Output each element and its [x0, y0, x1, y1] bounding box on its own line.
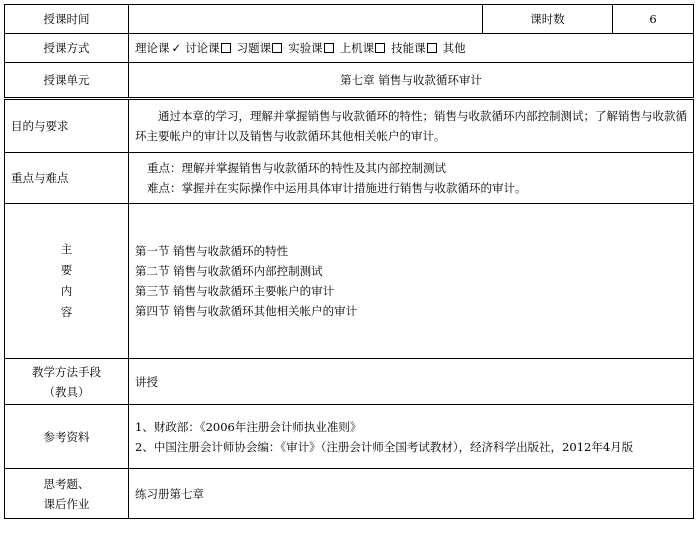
option-lab: 实验课 — [288, 41, 340, 55]
option-skill: 技能课 — [391, 41, 443, 55]
unit-label: 授课单元 — [5, 63, 129, 99]
row-class-time — [5, 5, 694, 34]
row-main-content — [5, 204, 694, 359]
methods-label: 教学方法手段 （教具） — [5, 359, 129, 405]
class-time-label: 授课时间 — [5, 5, 129, 34]
main-content-list — [129, 204, 694, 359]
row-key-points — [5, 153, 694, 204]
checkbox-icon — [427, 43, 437, 53]
option-computer: 上机课 — [340, 41, 392, 55]
checkbox-icon — [324, 43, 334, 53]
checkbox-icon — [221, 43, 231, 53]
key-points-label: 重点与难点 — [5, 153, 129, 204]
option-theory: 理论课 ✓ — [135, 41, 182, 55]
option-other: 其他 — [442, 41, 466, 55]
option-exercise: 习题课 — [237, 41, 289, 55]
section-item: 第四节 销售与收款循环其他相关帐户的审计 — [135, 304, 358, 318]
goals-text: 通过本章的学习，理解并掌握销售与收款循环的特性；销售与收款循环内部控制测试；了解销售与收款循环主要帐户的审计以及销售与收款循环其他相关帐户的审计。 — [129, 99, 694, 153]
key-points-content — [129, 153, 694, 204]
section-item: 第三节 销售与收款循环主要帐户的审计 — [135, 284, 335, 298]
goals-label: 目的与要求 — [5, 99, 129, 153]
section-item: 第一节 销售与收款循环的特性 — [135, 244, 289, 258]
hours-value: 6 — [613, 5, 694, 34]
references-list — [129, 405, 694, 469]
class-time-value — [129, 5, 483, 34]
methods-value: 讲授 — [129, 359, 694, 405]
teaching-mode-options — [129, 34, 694, 63]
checkbox-icon — [272, 43, 282, 53]
unit-value: 第七章 销售与收款循环审计 — [129, 63, 694, 99]
teaching-mode-label: 授课方式 — [5, 34, 129, 63]
row-methods — [5, 359, 694, 405]
reference-item: 1、财政部：《2006年注册会计师执业准则》 — [135, 419, 362, 434]
reference-item: 2、中国注册会计师协会编：《审计》（注册会计师全国考试教材），经济科学出版社，2012年4月版 — [135, 439, 634, 454]
row-references — [5, 405, 694, 469]
syllabus-table — [4, 4, 693, 531]
row-teaching-mode — [5, 34, 694, 63]
difficult-point-line: 难点：掌握并在实际操作中运用具体审计措施进行销售与收款循环的审计。 — [147, 181, 527, 195]
hours-label: 课时数 — [483, 5, 613, 34]
checkbox-icon — [375, 43, 385, 53]
main-content-label: 主 要 内 容 — [5, 204, 129, 359]
row-goals — [5, 99, 694, 153]
check-mark-icon: ✓ — [171, 41, 182, 55]
homework-value: 练习册第七章 — [129, 469, 694, 519]
homework-label: 思考题、 课后作业 — [5, 469, 129, 519]
key-point-line: 重点：理解并掌握销售与收款循环的特性及其内部控制测试 — [147, 161, 446, 175]
option-discussion: 讨论课 — [185, 41, 237, 55]
section-item: 第二节 销售与收款循环内部控制测试 — [135, 264, 323, 278]
row-homework — [5, 469, 694, 519]
references-label: 参考资料 — [5, 405, 129, 469]
row-unit — [5, 63, 694, 99]
